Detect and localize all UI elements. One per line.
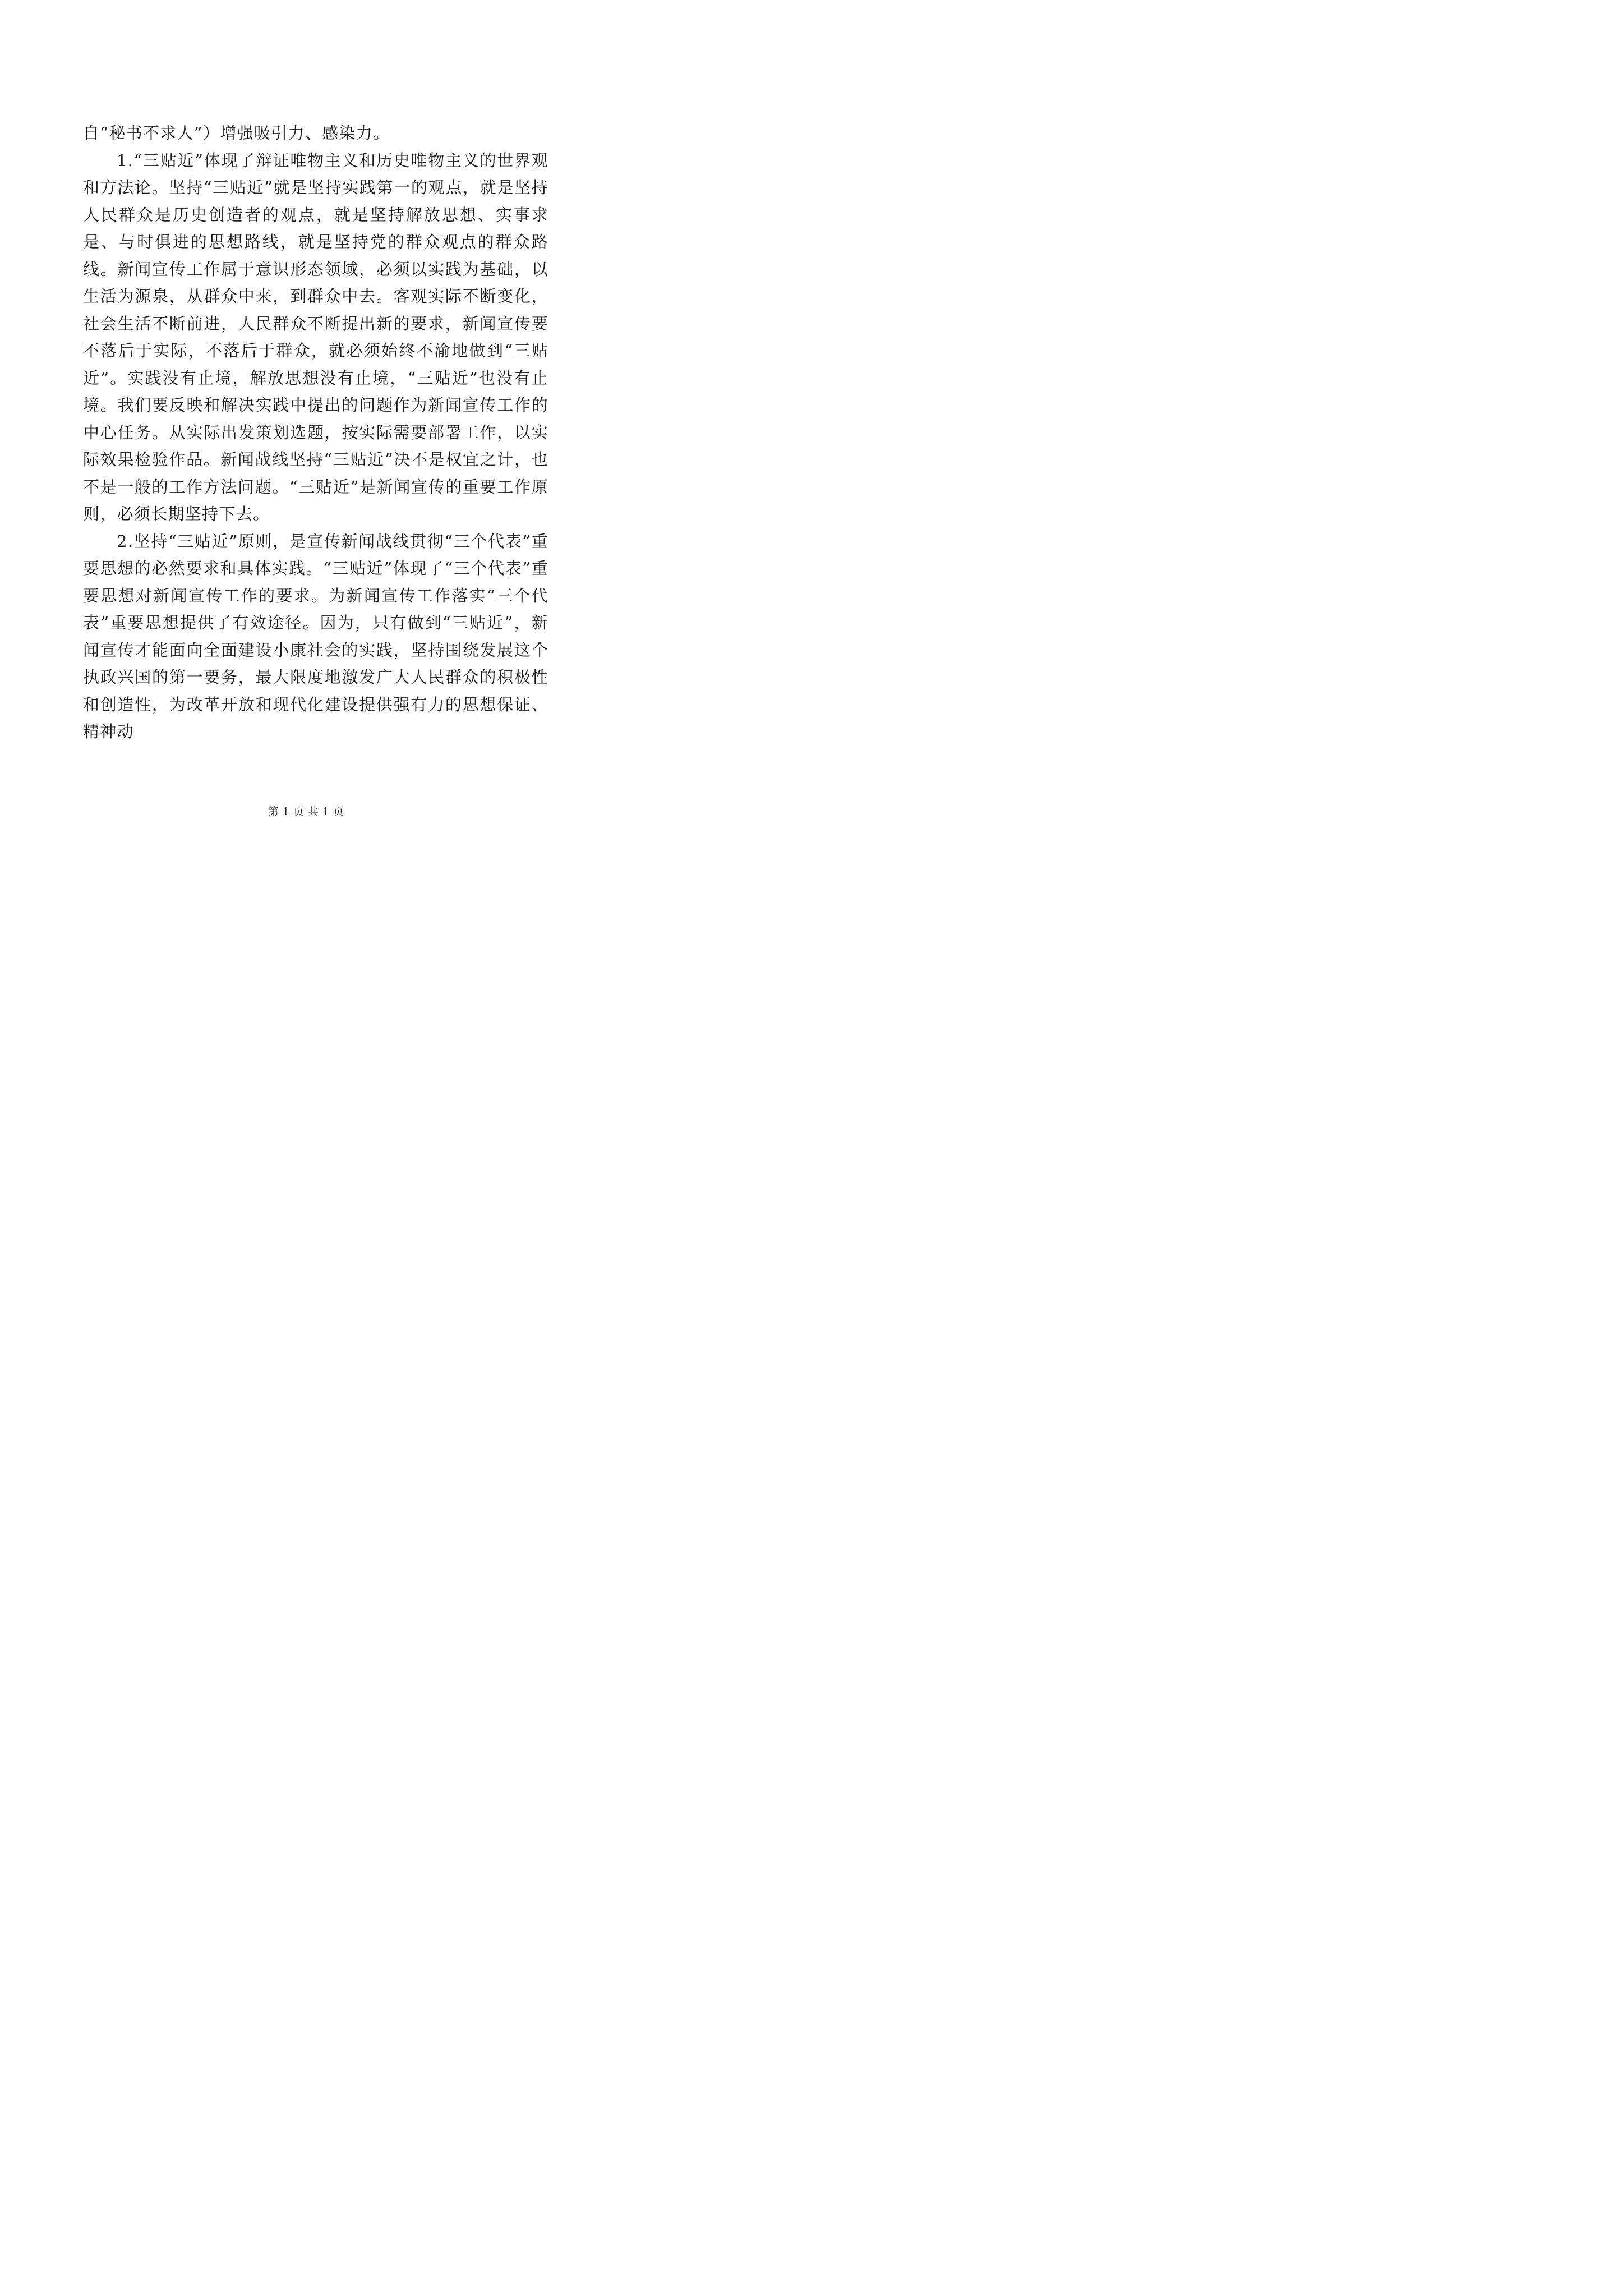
- document-body: [83, 119, 548, 746]
- paragraph-point-1: 1.“三贴近”体现了辩证唯物主义和历史唯物主义的世界观和方法论。坚持“三贴近”就是坚持实践第一的观点，就是坚持人民群众是历史创造者的观点，就是坚持解放思想、实事求是、与时俱进的思想路线，就是坚持党的群众观点的群众路线。新闻宣传工作属于意识形态领域，必须以实践为基础，以生活为源泉，从群众中来，到群众中去。客观实际不断变化，社会生活不断前进，人民群众不断提出新的要求，新闻宣传要不落后于实际，不落后于群众，就必须始终不渝地做到“三贴近”。实践没有止境，解放思想没有止境，“三贴近”也没有止境。我们要反映和解决实践中提出的问题作为新闻宣传工作的中心任务。从实际出发策划选题，按实际需要部署工作，以实际效果检验作品。新闻战线坚持“三贴近”决不是权宜之计，也不是一般的工作方法问题。“三贴近”是新闻宣传的重要工作原则，必须长期坚持下去。: [83, 150, 548, 523]
- paragraph-point-2: 2.坚持“三贴近”原则，是宣传新闻战线贯彻“三个代表”重要思想的必然要求和具体实践。“三贴近”体现了“三个代表”重要思想对新闻宣传工作的要求。为新闻宣传工作落实“三个代表”重要思想提供了有效途径。因为，只有做到“三贴近”，新闻宣传才能面向全面建设小康社会的实践，坚持围绕发展这个执政兴国的第一要务，最大限度地激发广大人民群众的积极性和创造性，为改革开放和现代化建设提供强有力的思想保证、精神动: [83, 531, 548, 741]
- paragraph-continuation: 自“秘书不求人”）增强吸引力、感染力。: [83, 123, 390, 142]
- page-footer: 第 1 页 共 1 页: [268, 806, 344, 818]
- document-page: [0, 0, 612, 866]
